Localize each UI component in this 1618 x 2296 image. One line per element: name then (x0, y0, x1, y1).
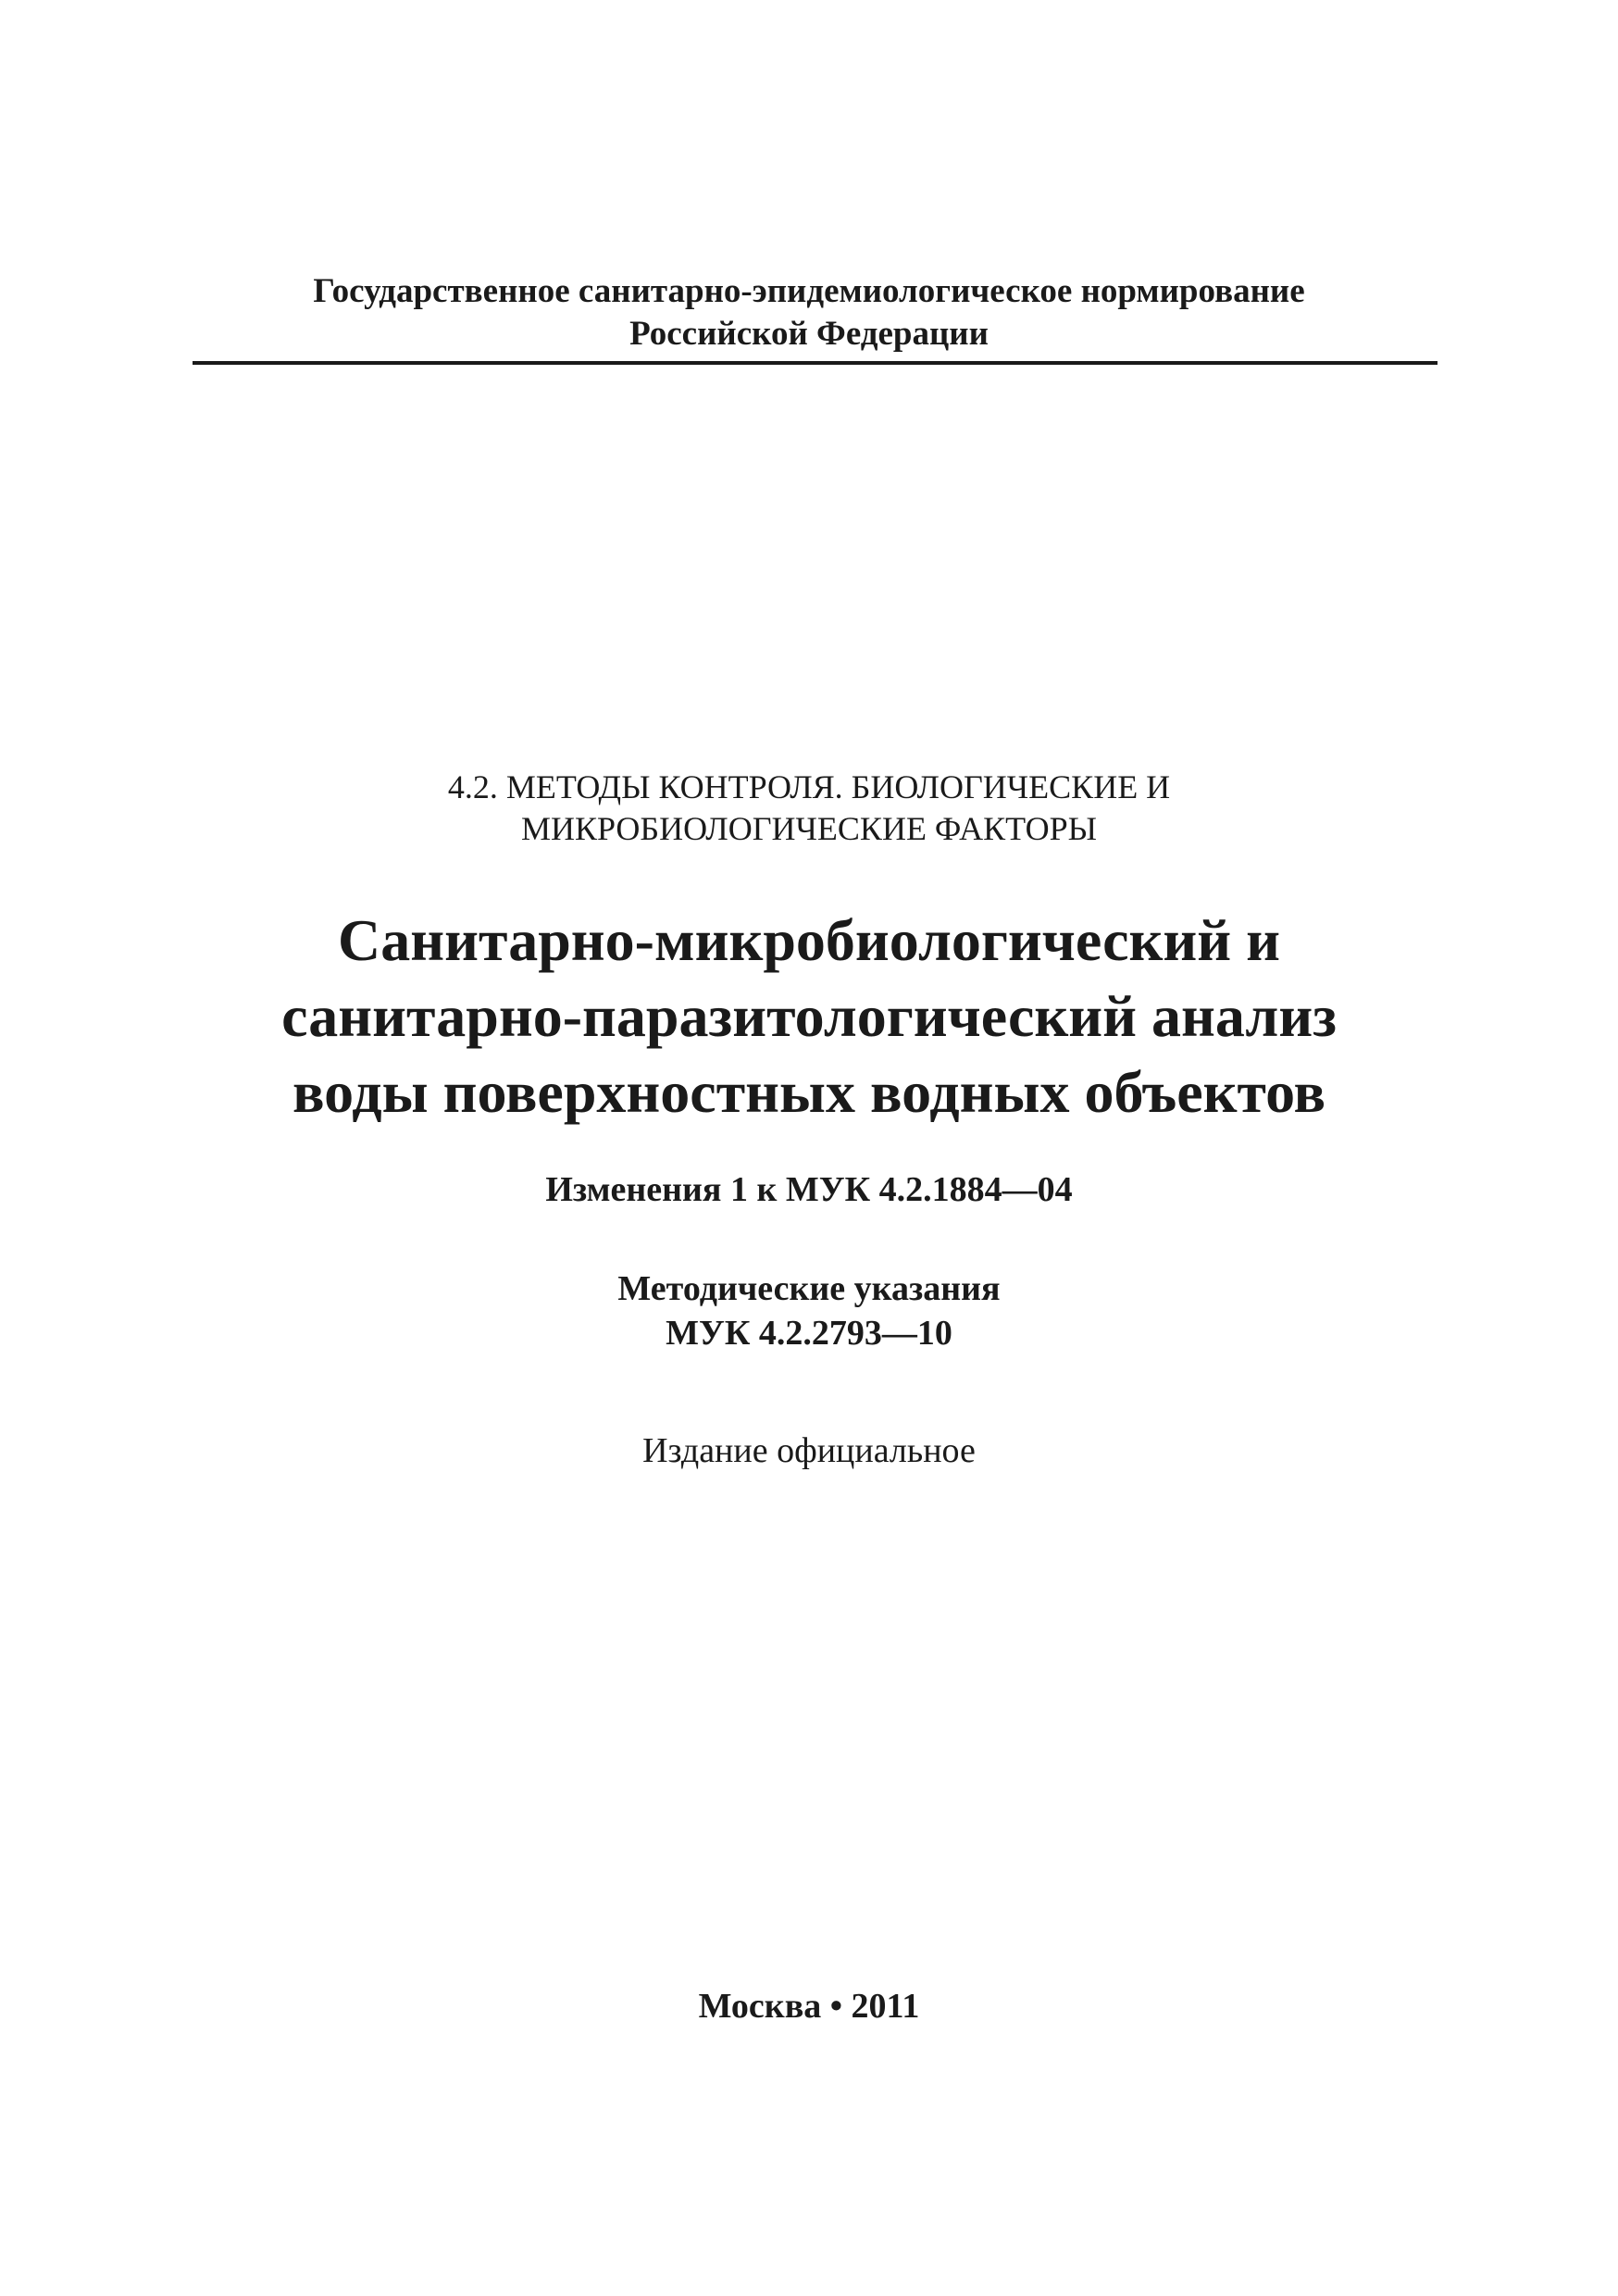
series-line-2: МИКРОБИОЛОГИЧЕСКИЕ ФАКТОРЫ (520, 810, 1098, 847)
title-line-1: Санитарно-микробиологический и (338, 907, 1280, 973)
issuing-authority-header (0, 270, 1618, 356)
header-line-1: Государственное санитарно-эпидемиологическое нормирование (313, 272, 1305, 310)
edition-note: Издание официальное (642, 1431, 976, 1470)
imprint-place-year: Москва • 2011 (698, 1987, 920, 2026)
header-line-2: Российской Федерации (629, 315, 989, 353)
title-line-3: воды поверхностных водных объектов (292, 1059, 1326, 1125)
guidelines-designation (0, 1267, 1618, 1355)
title-line-2: санитарно-паразитологический анализ (281, 983, 1337, 1049)
document-title (0, 903, 1618, 1130)
series-line-1: 4.2. МЕТОДЫ КОНТРОЛЯ. БИОЛОГИЧЕСКИЕ И (447, 768, 1171, 805)
header-divider (193, 361, 1438, 365)
series-heading (0, 767, 1618, 850)
amendment-line: Изменения 1 к МУК 4.2.1884—04 (545, 1170, 1073, 1209)
guidelines-code: МУК 4.2.2793—10 (666, 1314, 952, 1353)
guidelines-type: Методические указания (617, 1269, 1001, 1308)
